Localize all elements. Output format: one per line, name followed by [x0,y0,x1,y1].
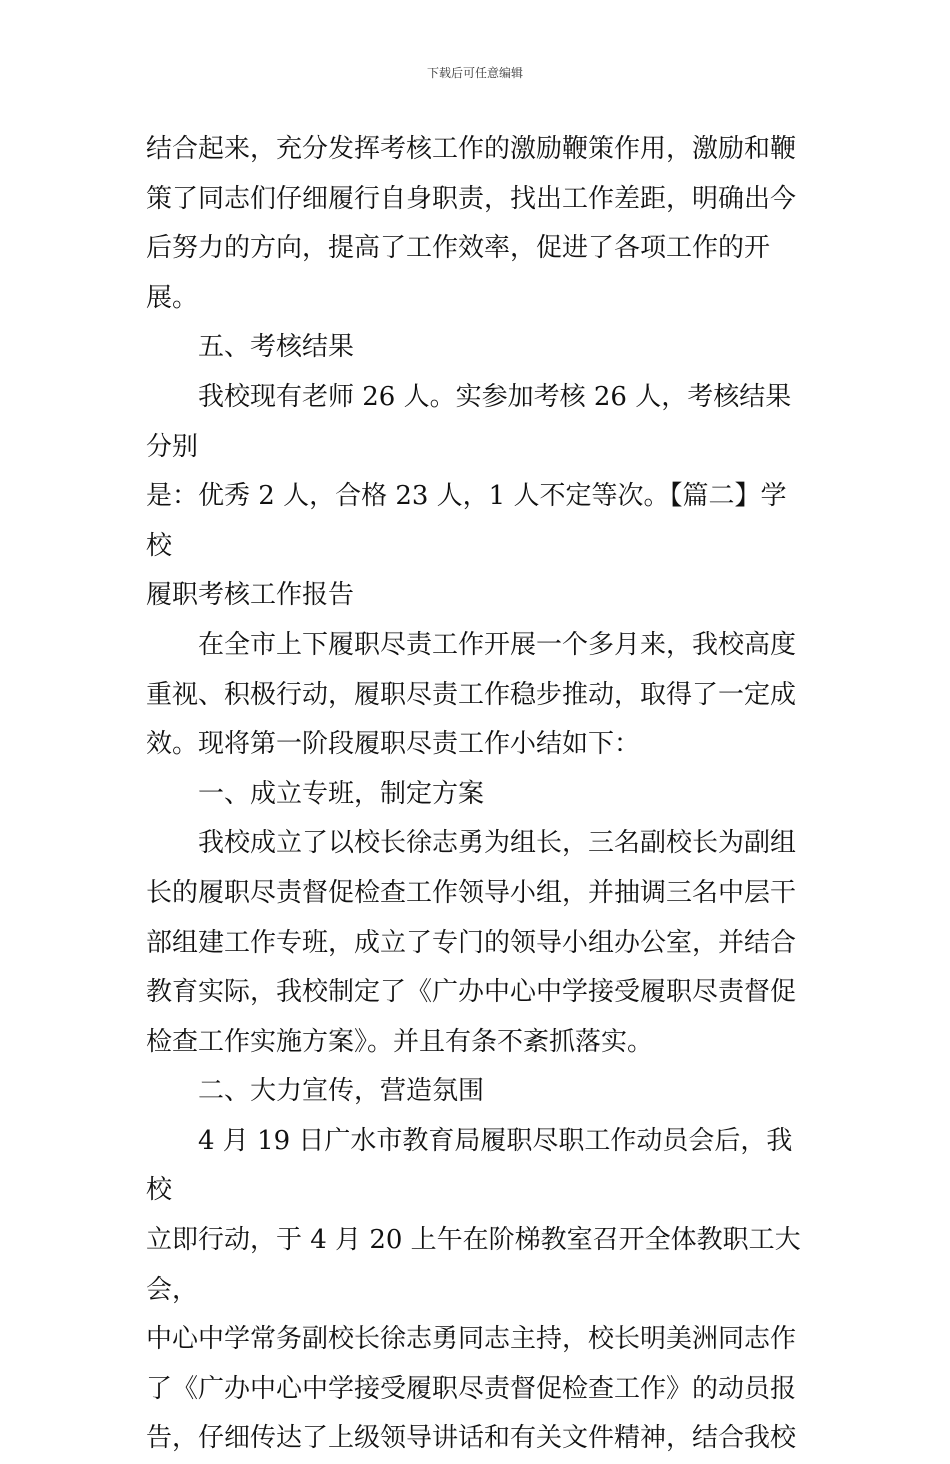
document-body [146,125,811,1464]
text-line: 在全市上下履职尽责工作开展一个多月来，我校高度 [198,629,797,660]
page-header: 下载后可任意编辑 [426,66,523,80]
text-line: 告，仔细传达了上级领导讲话和有关文件精神，结合我校 [146,1423,797,1454]
text-line: 4 月 19 日广水市教育局履职尽职工作动员会后，我校 [146,1125,793,1206]
text-line: 检查工作实施方案》。并且有条不紊抓落实。 [146,1026,654,1057]
section-heading: 一、成立专班，制定方案 [198,778,485,809]
text-line: 教育实际，我校制定了《广办中心中学接受履职尽责督促 [146,977,797,1008]
text-line: 我校现有老师 26 人。实参加考核 26 人，考核结果分别 [146,381,792,462]
section-heading: 五、考核结果 [198,332,355,363]
text-line: 长的履职尽责督促检查工作领导小组，并抽调三名中层干 [146,877,797,908]
text-line: 结合起来，充分发挥考核工作的激励鞭策作用，激励和鞭 [146,134,797,164]
text-line: 我校成立了以校长徐志勇为组长，三名副校长为副组 [198,828,797,859]
text-line: 效。现将第一阶段履职尽责工作小结如下： [146,729,641,760]
text-line: 部组建工作专班，成立了专门的领导小组办公室，并结合 [146,927,797,958]
text-line: 了《广办中心中学接受履职尽责督促检查工作》的动员报 [146,1373,797,1404]
text-line: 中心中学常务副校长徐志勇同志主持，校长明美洲同志作 [146,1324,797,1355]
text-line: 重视、积极行动，履职尽责工作稳步推动，取得了一定成 [146,679,797,710]
section-heading: 二、大力宣传，营造氛围 [198,1076,485,1107]
text-line: 履职考核工作报告 [146,580,355,611]
text-line: 立即行动，于 4 月 20 上午在阶梯教室召开全体教职工大会， [146,1225,801,1305]
text-line: 是：优秀 2 人，合格 23 人，1 人不定等次。【篇二】学校 [146,481,787,561]
text-line: 后努力的方向，提高了工作效率，促进了各项工作的开展。 [146,233,771,313]
text-line: 策了同志们仔细履行自身职责，找出工作差距，明确出今 [146,183,797,214]
